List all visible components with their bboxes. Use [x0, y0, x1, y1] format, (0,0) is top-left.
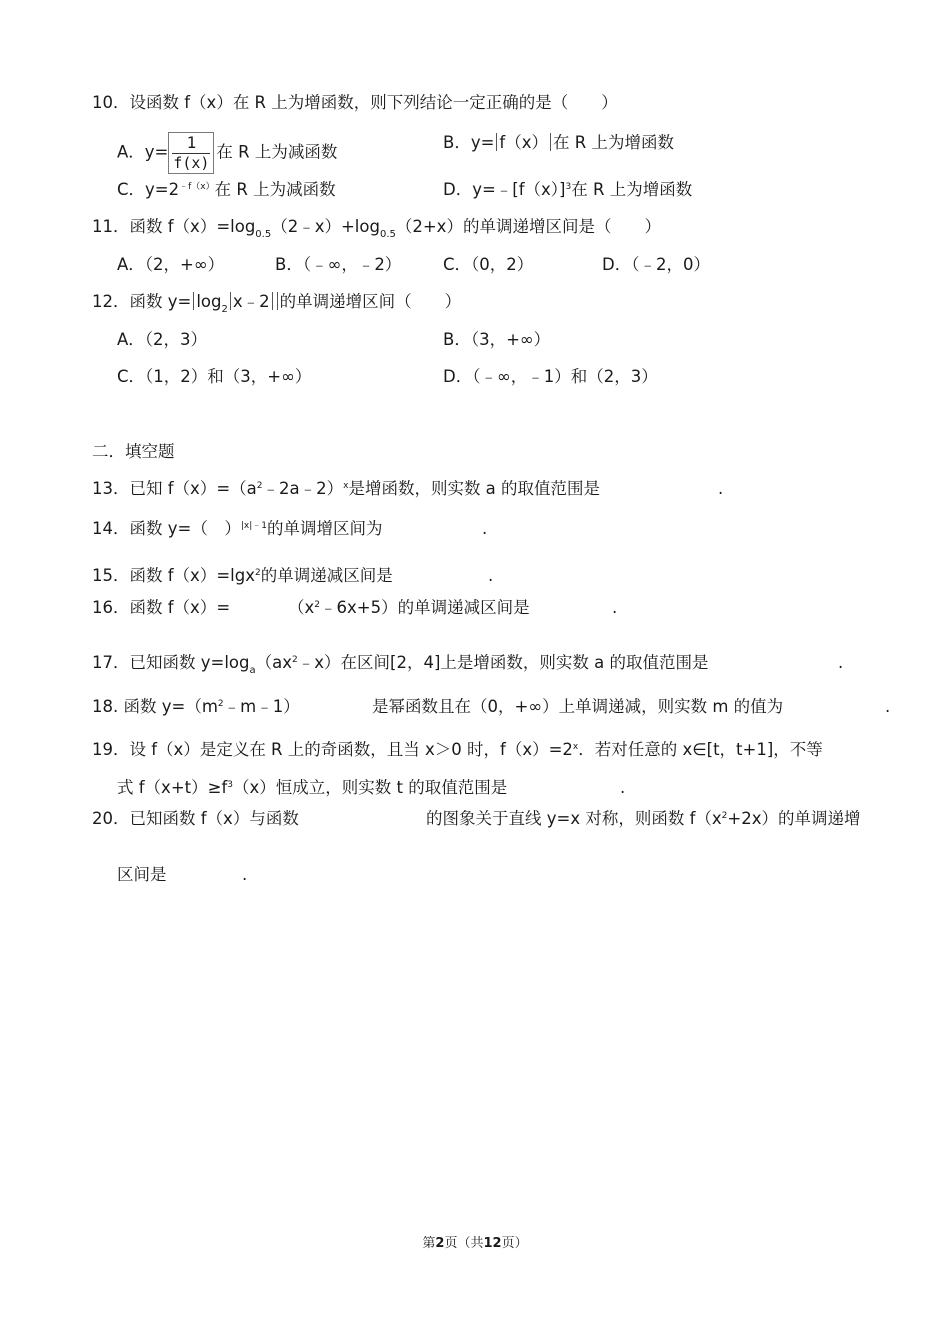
q10-c-exponent: ﹣f（x）: [179, 182, 215, 192]
q16-part3: ﹣6x+5）的单调递减区间是: [320, 598, 530, 617]
q14-part2: 的单调增区间为: [266, 519, 383, 538]
abs-bar-inner-right: [272, 292, 273, 310]
q18-end: .: [885, 697, 891, 716]
q18-exp: 2: [217, 699, 224, 709]
q10-d-exponent: 3: [565, 182, 572, 192]
q13-exp2: x: [343, 481, 349, 491]
page-footer: [0, 1232, 950, 1251]
q20-end: .: [242, 865, 248, 884]
q13-part3: 是增函数，则实数 a 的取值范围是: [348, 479, 601, 498]
q14-exp: |x|﹣1: [240, 521, 267, 531]
q10-a-prefix: A．y=: [117, 142, 169, 162]
abs-bar-left: [496, 133, 497, 151]
q20-line1-rest: [426, 808, 861, 833]
q12-option-c: C．（1，2）和（3，+∞）: [117, 367, 312, 386]
q12-part1: 12．函数 y=: [92, 292, 192, 311]
q13: [92, 478, 600, 503]
abs-bar-outer-right: [277, 292, 278, 310]
q14: [92, 518, 382, 543]
abs-bar-outer-left: [193, 292, 194, 310]
q11-stem: [92, 216, 661, 241]
q15-end: .: [488, 566, 494, 585]
q12-inner: x﹣2: [232, 292, 270, 311]
q19-part3: 式 f（x+t）≥f: [117, 778, 228, 797]
footer-pre: 第: [422, 1236, 436, 1251]
q17-part2: （ax: [255, 653, 293, 672]
q14-part1: 14．函数 y=（ ）: [92, 519, 241, 538]
abs-bar-right: [550, 133, 551, 151]
q16-end: .: [612, 598, 618, 617]
q10-b-suffix: 在 R 上为增函数: [553, 133, 674, 152]
section-heading: 二．填空题: [92, 442, 175, 461]
q12-log-base: 2: [221, 304, 228, 315]
q10-c-prefix: C．y=2: [117, 180, 180, 199]
q10-b-prefix: B．y=: [443, 133, 495, 152]
q13-end: .: [718, 479, 724, 498]
q11-option-d: D．（﹣2，0）: [602, 255, 710, 274]
q19-exp2: 3: [227, 780, 233, 790]
q20-line2: 区间是: [117, 865, 167, 884]
q16: [92, 597, 230, 619]
q11-part2: （2﹣x）+log: [271, 217, 380, 236]
q17-log-base: a: [249, 665, 256, 676]
q10-d-prefix: D．y=﹣[f（x）]: [443, 180, 566, 199]
q17-part3: ﹣x）在区间[2，4]上是增函数，则实数 a 的取值范围是: [297, 653, 709, 672]
q18-rest: 是幂函数且在（0，+∞）上单调递减，则实数 m 的值为: [372, 697, 784, 716]
fraction-numerator: 1: [186, 133, 197, 152]
q11-option-b: B．（﹣∞，﹣2）: [275, 255, 402, 274]
abs-bar-inner-left: [230, 292, 231, 310]
q11-log-base-1: 0.5: [255, 229, 272, 240]
footer-total-pages: 12: [483, 1236, 502, 1251]
q10-option-d: [443, 179, 692, 204]
footer-mid: 页（共: [444, 1236, 484, 1251]
q15-exp: 2: [254, 568, 261, 578]
q10-option-b: [443, 132, 674, 154]
q20-exp: 2: [721, 811, 728, 821]
q16-exp: 2: [314, 600, 320, 610]
q13-part1: 13．已知 f（x）=（a: [92, 479, 257, 498]
footer-page-number: 2: [435, 1236, 445, 1251]
q15: [92, 565, 393, 590]
q10-stem: 10．设函数 f（x）在 R 上为增函数，则下列结论一定正确的是（ ）: [92, 93, 618, 112]
q10-d-suffix: 在 R 上为增函数: [571, 180, 693, 199]
q19-end: .: [620, 778, 626, 797]
q19-part2: ．若对任意的 x∈[t，t+1]，不等: [578, 740, 823, 759]
q20-line1: 20．已知函数 f（x）与函数: [92, 809, 299, 828]
q12-log: log: [196, 292, 222, 311]
q18: [92, 696, 300, 721]
q12-option-d: D．（﹣∞，﹣1）和（2，3）: [443, 367, 658, 386]
q17-part1: 17．已知函数 y=log: [92, 653, 250, 672]
q10-b-expr: f（x）: [499, 133, 548, 152]
fraction-box: [168, 132, 214, 174]
q12-stem: [92, 291, 461, 316]
q10-a-suffix: 在 R 上为减函数: [216, 142, 338, 162]
q14-end: .: [482, 519, 488, 538]
q19-line1: [92, 739, 823, 764]
q12-option-b: B．（3，+∞）: [443, 330, 551, 349]
q19-part4: （x）恒成立，则实数 t 的取值范围是: [232, 778, 508, 797]
q20-part3: +2x）的单调递增: [727, 809, 861, 828]
q13-exp1: 2: [256, 481, 263, 491]
q10-c-suffix: 在 R 上为减函数: [214, 180, 336, 199]
q10-option-a: [117, 132, 337, 174]
q15-part2: 的单调递减区间是: [260, 566, 393, 585]
q16-rest: [288, 597, 530, 622]
q20-part2: 的图象关于直线 y=x 对称，则函数 f（x: [426, 809, 722, 828]
footer-post: 页）: [501, 1236, 528, 1251]
q13-part2: ﹣2a﹣2）: [262, 479, 344, 498]
q18-part2: ﹣m﹣1）: [223, 697, 300, 716]
q11-part3: （2+x）的单调递增区间是（ ）: [395, 217, 661, 236]
q18-part1: 18. 函数 y=（m: [92, 697, 218, 716]
q11-part1: 11．函数 f（x）=log: [92, 217, 256, 236]
q10-option-c: [117, 179, 336, 204]
q17-exp: 2: [292, 655, 298, 665]
q11-option-c: C．（0，2）: [443, 255, 534, 274]
q19-part1: 19．设 f（x）是定义在 R 上的奇函数，且当 x＞0 时，f（x）=2: [92, 740, 573, 759]
q11-log-base-2: 0.5: [379, 229, 396, 240]
q12-part4: 的单调递增区间（ ）: [279, 292, 462, 311]
q15-part1: 15．函数 f（x）=lgx: [92, 566, 255, 585]
q11-option-a: A．（2，+∞）: [117, 255, 225, 274]
q16-part2: （x: [288, 598, 315, 617]
q17-end: .: [838, 653, 844, 672]
q12-option-a: A．（2，3）: [117, 330, 208, 349]
q19-exp1: x: [572, 742, 579, 752]
fraction-denominator: f(x): [173, 154, 210, 172]
q16-part1: 16．函数 f（x）=: [92, 598, 231, 617]
q17: [92, 652, 709, 677]
q19-line2: [117, 777, 507, 802]
